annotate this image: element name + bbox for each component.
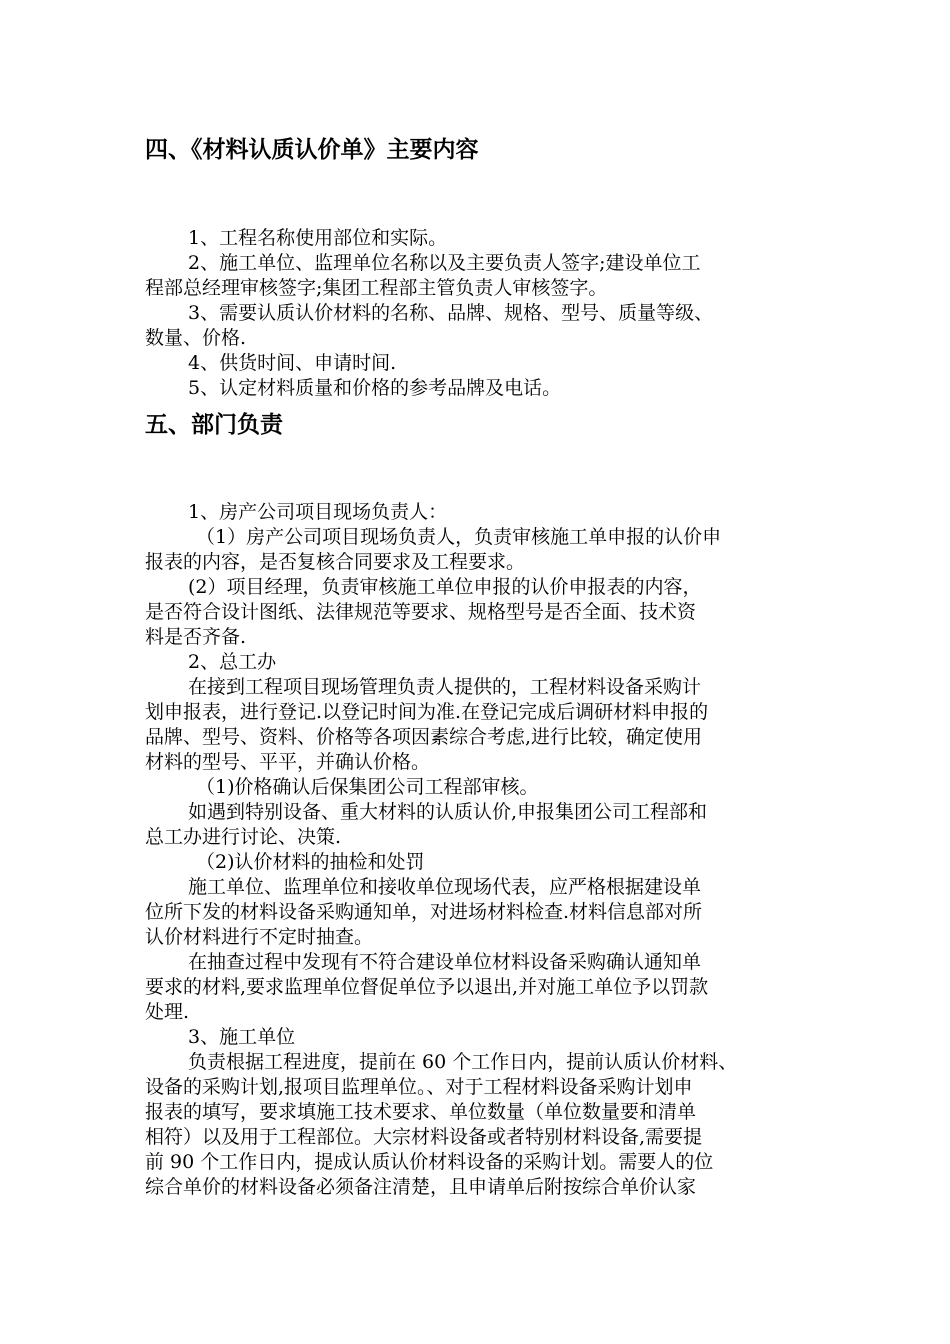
paragraph-line: 施工单位、监理单位和接收单位现场代表，应严格根据建设单: [188, 876, 702, 898]
paragraph-line: （1）房产公司项目现场负责人，负责审核施工单申报的认价申: [196, 526, 722, 548]
paragraph-line: 3、需要认质认价材料的名称、品牌、规格、型号、质量等级、: [188, 302, 714, 324]
paragraph-line: 要求的材料,要求监理单位督促单位予以退出,并对施工单位予以罚款: [145, 976, 709, 998]
paragraph-line: 综合单价的材料设备必须备注清楚，且申请单后附按综合单价认家: [145, 1176, 697, 1198]
section-4-heading: 四、《材料认质认价单》主要内容: [145, 136, 479, 163]
paragraph-line: （1)价格确认后保集团公司工程部审核。: [196, 776, 539, 798]
paragraph-line: 相符）以及用于工程部位。大宗材料设备或者特别材料设备,需要提: [145, 1126, 703, 1148]
paragraph-line: 数量、价格.: [145, 327, 247, 349]
paragraph-line: 2、总工办: [188, 651, 277, 673]
paragraph-line: 3、施工单位: [188, 1026, 296, 1048]
paragraph-line: 1、工程名称使用部位和实际。: [188, 227, 448, 249]
paragraph-line: 总工办进行讨论、决策.: [145, 826, 342, 848]
paragraph-line: 报表的填写，要求填施工技术要求、单位数量（单位数量要和清单: [145, 1101, 697, 1123]
section-5-heading: 五、部门负责: [145, 411, 283, 438]
paragraph-line: 2、施工单位、监理单位名称以及主要负责人签字;建设单位工: [188, 252, 701, 274]
paragraph-line: 认价材料进行不定时抽查。: [145, 926, 374, 948]
paragraph-line: 在抽查过程中发现有不符合建设单位材料设备采购确认通知单: [188, 951, 702, 973]
paragraph-line: 位所下发的材料设备采购通知单，对进场材料检查.材料信息部对所: [145, 901, 703, 923]
paragraph-line: 程部总经理审核签字;集团工程部主管负责人审核签字。: [145, 277, 608, 299]
paragraph-line: 1、房产公司项目现场负责人：: [188, 501, 448, 523]
paragraph-line: (2）项目经理，负责审核施工单位申报的认价申报表的内容，: [188, 576, 702, 598]
paragraph-line: 处理.: [145, 1001, 190, 1023]
paragraph-line: 4、供货时间、申请时间.: [188, 352, 397, 374]
paragraph-line: 设备的采购计划,报项目监理单位。、对于工程材料设备采购计划申: [145, 1076, 693, 1098]
paragraph-line: 品牌、型号、资料、价格等各项因素综合考虑,进行比较，确定使用: [145, 726, 703, 748]
paragraph-line: 前 90 个工作日内，提成认质认价材料设备的采购计划。需要人的位: [145, 1151, 714, 1173]
paragraph-line: 报表的内容，是否复核合同要求及工程要求。: [145, 551, 526, 573]
paragraph-line: （2)认价材料的抽检和处罚: [196, 851, 425, 873]
paragraph-line: 材料的型号、平平，并确认价格。: [145, 751, 431, 773]
paragraph-line: 划申报表，进行登记.以登记时间为准.在登记完成后调研材料申报的: [145, 701, 709, 723]
paragraph-line: 负责根据工程进度，提前在 60 个工作日内，提前认质认价材料、: [188, 1051, 738, 1073]
paragraph-line: 如遇到特别设备、重大材料的认质认价,申报集团公司工程部和: [188, 801, 708, 823]
paragraph-line: 是否符合设计图纸、法律规范等要求、规格型号是否全面、技术资: [145, 601, 697, 623]
paragraph-line: 在接到工程项目现场管理负责人提供的，工程材料设备采购计: [188, 676, 702, 698]
paragraph-line: 5、认定材料质量和价格的参考品牌及电话。: [188, 377, 562, 399]
paragraph-line: 料是否齐备.: [145, 626, 247, 648]
